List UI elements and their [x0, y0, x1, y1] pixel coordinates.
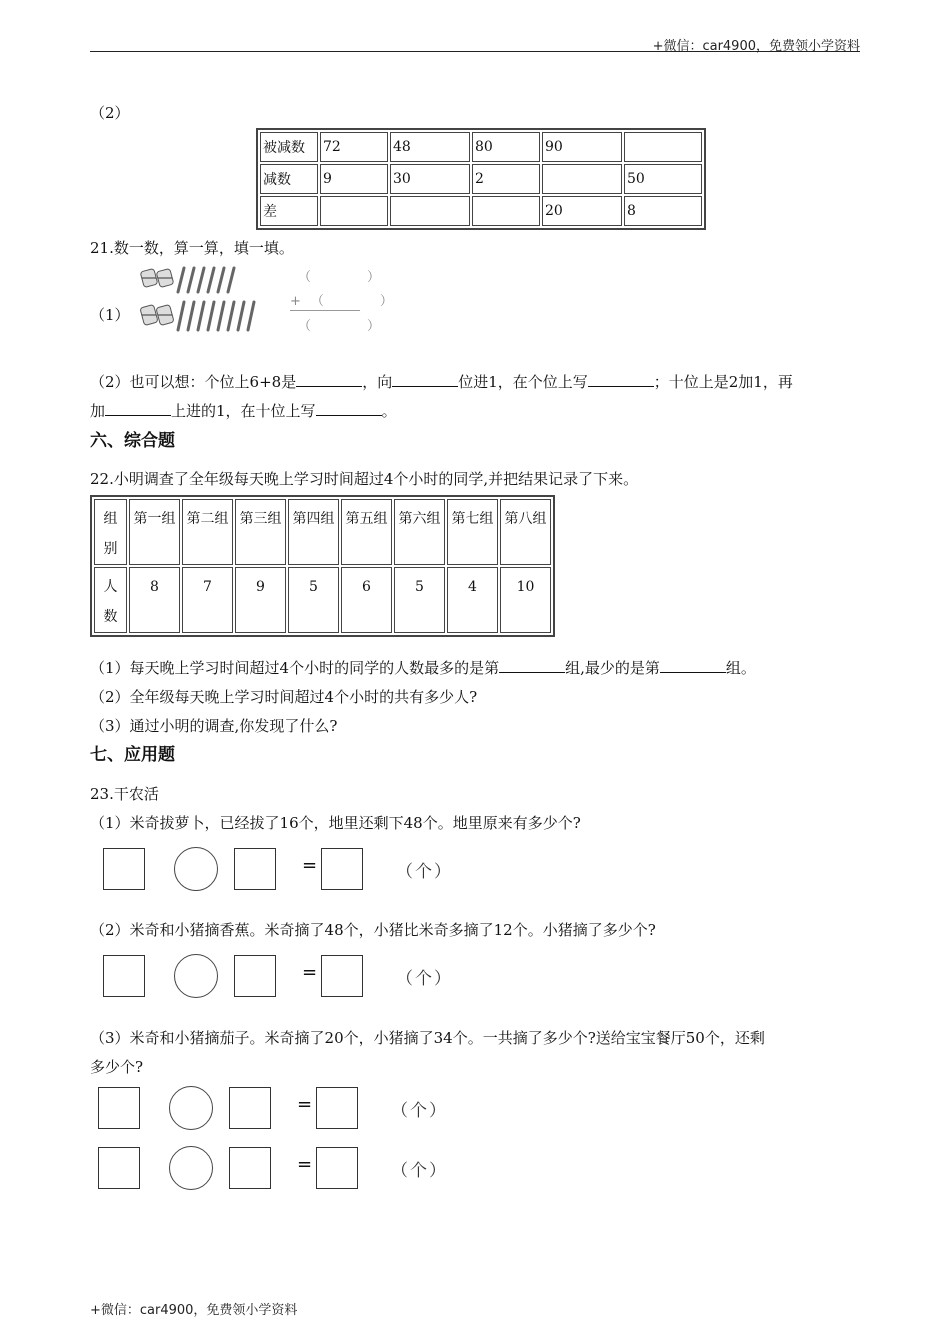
group-name: 第三组: [235, 499, 286, 565]
answer-box[interactable]: [321, 848, 363, 890]
counting-sticks-illustration: [138, 262, 258, 334]
vertical-calc-middle: +（ ）: [290, 294, 403, 309]
text-segment: ；十位上是2加1，再: [653, 373, 793, 391]
answer-box[interactable]: [103, 848, 145, 890]
answer-box[interactable]: [234, 848, 276, 890]
q20-part2-label: （2）: [90, 104, 130, 122]
row-header-group: 组 别: [94, 499, 127, 565]
answer-blank[interactable]: [316, 401, 382, 416]
q22-title: 22.小明调查了全年级每天晚上学习时间超过4个小时的同学,并把结果记录了下来。: [90, 470, 639, 488]
table-row: [94, 499, 551, 565]
vertical-calc-result: （ ）: [298, 319, 391, 334]
answer-blank[interactable]: [499, 658, 565, 673]
answer-box[interactable]: [229, 1147, 271, 1189]
text-segment: 。: [381, 402, 397, 420]
q22-sub3: （3）通过小明的调查,你发现了什么?: [90, 717, 338, 735]
answer-box[interactable]: [103, 955, 145, 997]
table-cell: [320, 196, 388, 226]
text-segment: （2）也可以想：个位上6+8是: [90, 373, 297, 391]
survey-table: [90, 495, 555, 637]
count-cell: 10: [500, 567, 551, 633]
group-name: 第四组: [288, 499, 339, 565]
table-cell: [624, 132, 702, 162]
unit-label: （个）: [396, 862, 453, 882]
table-cell: [542, 164, 622, 194]
group-name: 第一组: [129, 499, 180, 565]
table-cell: 差: [260, 196, 318, 226]
q21-part2-line2: [90, 401, 397, 421]
q23-sub2: （2）米奇和小猪摘香蕉。米奇摘了48个，小猪比米奇多摘了12个。小猪摘了多少个?: [90, 921, 656, 939]
table-cell: 2: [472, 164, 540, 194]
vertical-calc-line: [290, 310, 360, 311]
table-cell: 8: [624, 196, 702, 226]
q23-title: 23.干农活: [90, 785, 159, 803]
table-row: [260, 196, 702, 226]
group-name: 第二组: [182, 499, 233, 565]
text-segment: 组。: [725, 659, 756, 677]
table-cell: 80: [472, 132, 540, 162]
table-row: [260, 132, 702, 162]
stick-bundle-icon: [140, 268, 174, 325]
group-name: 第八组: [500, 499, 551, 565]
count-cell: 5: [394, 567, 445, 633]
count-cell: 9: [235, 567, 286, 633]
table-cell: 减数: [260, 164, 318, 194]
table-row: [260, 164, 702, 194]
answer-box[interactable]: [321, 955, 363, 997]
equals-sign: =: [297, 1154, 313, 1175]
text-segment: ，向: [362, 373, 393, 391]
group-name: 第五组: [341, 499, 392, 565]
text-segment: 位进1，在个位上写: [458, 373, 588, 391]
answer-box[interactable]: [234, 955, 276, 997]
table-row: [94, 567, 551, 633]
table-cell: 48: [390, 132, 470, 162]
text-segment: 上进的1，在十位上写: [171, 402, 316, 420]
count-cell: 7: [182, 567, 233, 633]
row-header-count: 人 数: [94, 567, 127, 633]
q23-sub3-line1: （3）米奇和小猪摘茄子。米奇摘了20个，小猪摘了34个。一共摘了多少个?送给宝宝餐厅50个，还剩: [90, 1029, 765, 1047]
table-cell: 30: [390, 164, 470, 194]
count-cell: 8: [129, 567, 180, 633]
count-cell: 6: [341, 567, 392, 633]
group-name: 第六组: [394, 499, 445, 565]
single-sticks-icon: [178, 268, 254, 330]
answer-box[interactable]: [316, 1087, 358, 1129]
answer-box[interactable]: [98, 1087, 140, 1129]
count-cell: 4: [447, 567, 498, 633]
equals-sign: =: [302, 855, 318, 876]
table-cell: [472, 196, 540, 226]
q23-sub1: （1）米奇拔萝卜，已经拔了16个，地里还剩下48个。地里原来有多少个?: [90, 814, 581, 832]
table-cell: 被减数: [260, 132, 318, 162]
answer-blank[interactable]: [588, 372, 654, 387]
answer-blank[interactable]: [296, 372, 362, 387]
table-cell: 9: [320, 164, 388, 194]
operator-circle[interactable]: [174, 954, 218, 998]
footer-note: +微信：car4900，免费领小学资料: [90, 1303, 298, 1318]
answer-box[interactable]: [229, 1087, 271, 1129]
answer-box[interactable]: [316, 1147, 358, 1189]
header-divider: [90, 51, 860, 52]
operator-circle[interactable]: [169, 1146, 213, 1190]
text-segment: 加: [90, 402, 106, 420]
equals-sign: =: [297, 1094, 313, 1115]
section-6-heading: 六、综合题: [90, 431, 175, 451]
q22-sub1: [90, 658, 756, 678]
text-segment: 组,最少的是第: [565, 659, 660, 677]
equals-sign: =: [302, 962, 318, 983]
count-cell: 5: [288, 567, 339, 633]
unit-label: （个）: [396, 969, 453, 989]
answer-blank[interactable]: [660, 658, 726, 673]
table-cell: 90: [542, 132, 622, 162]
table-cell: 50: [624, 164, 702, 194]
operator-circle[interactable]: [169, 1086, 213, 1130]
q23-sub3-line2: 多少个?: [90, 1058, 144, 1076]
unit-label: （个）: [391, 1101, 448, 1121]
table-cell: 72: [320, 132, 388, 162]
subtraction-table: [256, 128, 706, 230]
table-cell: 20: [542, 196, 622, 226]
q21-part2-line1: [90, 372, 793, 392]
q22-sub2: （2）全年级每天晚上学习时间超过4个小时的共有多少人?: [90, 688, 478, 706]
answer-blank[interactable]: [392, 372, 458, 387]
header-note: +微信：car4900，免费领小学资料: [652, 39, 860, 54]
operator-circle[interactable]: [174, 847, 218, 891]
answer-blank[interactable]: [105, 401, 171, 416]
q21-part1-label: （1）: [90, 306, 130, 324]
section-7-heading: 七、应用题: [90, 745, 175, 765]
vertical-calc-top: （ ）: [298, 270, 391, 285]
unit-label: （个）: [391, 1161, 448, 1181]
text-segment: （1）每天晚上学习时间超过4个小时的同学的人数最多的是第: [90, 659, 500, 677]
q21-title: 21.数一数，算一算，填一填。: [90, 239, 294, 257]
table-cell: [390, 196, 470, 226]
group-name: 第七组: [447, 499, 498, 565]
answer-box[interactable]: [98, 1147, 140, 1189]
